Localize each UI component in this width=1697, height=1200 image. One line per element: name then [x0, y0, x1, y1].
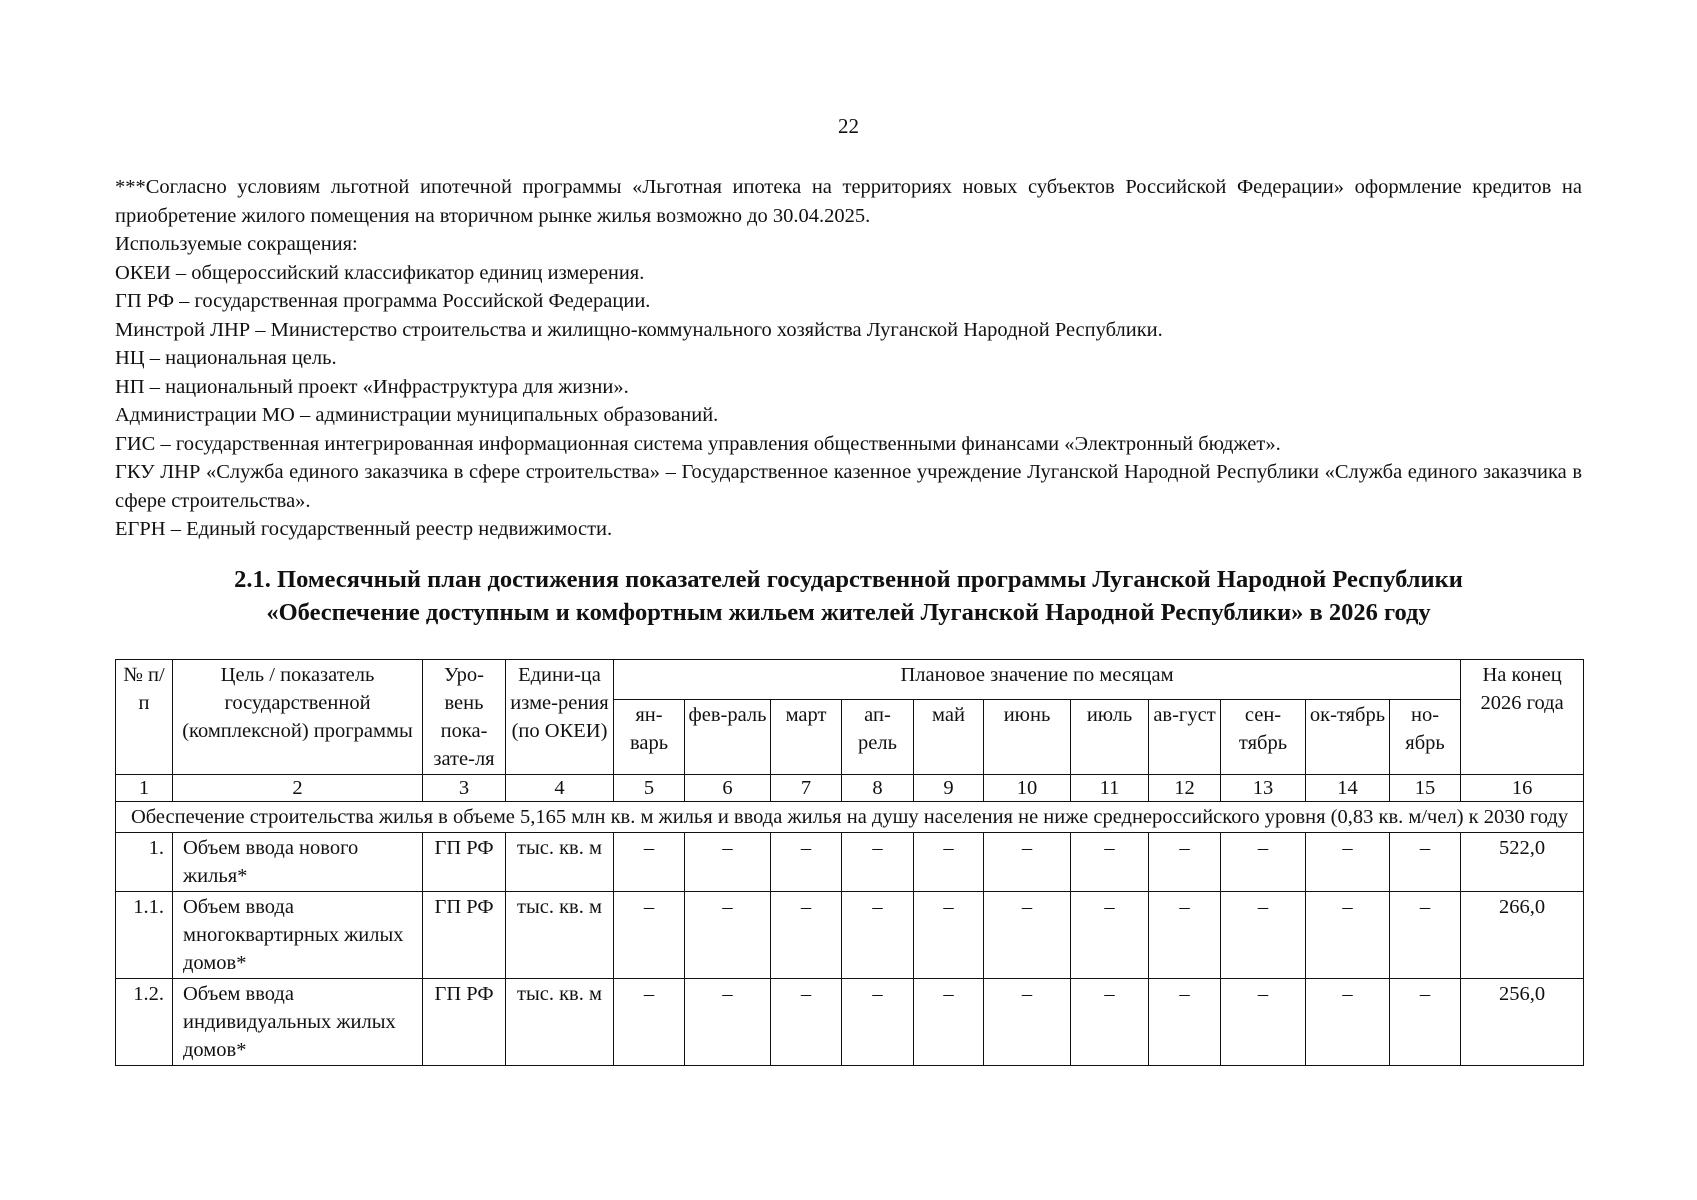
page-number: 22 [838, 114, 859, 138]
column-number: 3 [423, 775, 506, 802]
row-level: ГП РФ [423, 833, 506, 892]
abbreviation-mo: Администрации МО – администрации муниципальных образований. [115, 404, 719, 426]
header-month: март [771, 699, 842, 774]
row-month-value: – [1221, 833, 1306, 892]
row-month-value: – [1071, 892, 1149, 979]
row-num: 1.2. [116, 979, 173, 1066]
column-number: 12 [1149, 775, 1221, 802]
abbreviation-nc: НЦ – национальная цель. [115, 347, 337, 369]
header-unit: Едини-ца изме-рения (по ОКЕИ) [506, 660, 614, 775]
abbreviation-gis: ГИС – государственная интегрированная информационная система управления общественными финансами «Электронный бюджет». [115, 432, 1281, 455]
row-month-value: – [842, 892, 914, 979]
abbreviation-okei: ОКЕИ – общероссийский классификатор единиц измерения. [115, 261, 645, 284]
row-month-value: – [984, 833, 1071, 892]
abbreviation-minstroy: Минстрой ЛНР – Министерство строительства и жилищно-коммунального хозяйства Луганской Народной Республики. [115, 318, 1163, 341]
header-month: ап-рель [842, 699, 914, 774]
row-month-value: – [1149, 833, 1221, 892]
column-number: 11 [1071, 775, 1149, 802]
table-row [116, 979, 1584, 1066]
section-title [115, 563, 1582, 629]
header-month: июнь [984, 699, 1071, 774]
row-month-value: – [984, 892, 1071, 979]
row-level: ГП РФ [423, 892, 506, 979]
header-month: ок-тябрь [1306, 699, 1390, 774]
row-month-value: – [914, 833, 984, 892]
column-number: 13 [1221, 775, 1306, 802]
section-title-line-2: «Обеспечение доступным и комфортным жильем жителей Луганской Народной Республики» в 2026 году [266, 599, 1431, 626]
column-number: 14 [1306, 775, 1390, 802]
abbreviations-heading: Используемые сокращения: [115, 233, 358, 255]
table-row [116, 892, 1584, 979]
column-number: 2 [173, 775, 423, 802]
row-month-value: – [614, 892, 685, 979]
row-month-value: – [1390, 979, 1461, 1066]
goal-text: Обеспечение строительства жилья в объеме 5,165 млн кв. м жилья и ввода жилья на душу населения не ниже среднероссийского уровня (0,83 кв. м/чел) к 2030 году [116, 802, 1584, 833]
row-year-end: 266,0 [1461, 892, 1584, 979]
column-number: 15 [1390, 775, 1461, 802]
row-month-value: – [1221, 979, 1306, 1066]
table-row [116, 833, 1584, 892]
row-month-value: – [1306, 833, 1390, 892]
header-month: ав-густ [1149, 699, 1221, 774]
goal-row [116, 802, 1584, 833]
header-month: сен-тябрь [1221, 699, 1306, 774]
row-unit: тыс. кв. м [506, 833, 614, 892]
footnote-mortgage: ***Согласно условиям льготной ипотечной программы «Льготная ипотека на территориях новых субъектов Российской Федерации» оформление кредитов на приобретение жилого помещения на вторичном рынке жилья возможно до 30.04.2025. [115, 176, 1582, 227]
table-header-row [116, 660, 1584, 700]
header-months-group: Плановое значение по месяцам [614, 660, 1461, 700]
abbreviation-gp-rf: ГП РФ – государственная программа Российской Федерации. [115, 290, 651, 312]
row-unit: тыс. кв. м [506, 979, 614, 1066]
header-year-end: На конец 2026 года [1461, 660, 1584, 775]
row-year-end: 256,0 [1461, 979, 1584, 1066]
header-num: № п/п [116, 660, 173, 775]
header-goal: Цель / показатель государственной (комплексной) программы [173, 660, 423, 775]
header-month: июль [1071, 699, 1149, 774]
row-month-value: – [1149, 892, 1221, 979]
row-month-value: – [842, 979, 914, 1066]
row-month-value: – [614, 833, 685, 892]
row-name: Объем ввода нового жилья* [173, 833, 423, 892]
row-month-value: – [1390, 892, 1461, 979]
row-month-value: – [771, 979, 842, 1066]
row-month-value: – [1071, 979, 1149, 1066]
row-month-value: – [914, 979, 984, 1066]
footnotes-block [115, 173, 1582, 544]
row-month-value: – [685, 833, 771, 892]
column-number: 7 [771, 775, 842, 802]
row-month-value: – [1221, 892, 1306, 979]
row-unit: тыс. кв. м [506, 892, 614, 979]
header-month: фев-раль [685, 699, 771, 774]
row-month-value: – [685, 892, 771, 979]
row-name: Объем ввода индивидуальных жилых домов* [173, 979, 423, 1066]
row-month-value: – [1071, 833, 1149, 892]
header-month: ян-варь [614, 699, 685, 774]
row-year-end: 522,0 [1461, 833, 1584, 892]
row-num: 1. [116, 833, 173, 892]
row-month-value: – [1306, 892, 1390, 979]
row-level: ГП РФ [423, 979, 506, 1066]
header-month: но-ябрь [1390, 699, 1461, 774]
row-month-value: – [1149, 979, 1221, 1066]
column-number: 16 [1461, 775, 1584, 802]
abbreviation-gku: ГКУ ЛНР «Служба единого заказчика в сфере строительства» – Государственное казенное учреждение Луганской Народной Республики «Служба единого заказчика в сфере строительства». [115, 461, 1582, 512]
row-month-value: – [984, 979, 1071, 1066]
row-month-value: – [1390, 833, 1461, 892]
row-month-value: – [771, 892, 842, 979]
column-number: 10 [984, 775, 1071, 802]
header-level: Уро-вень пока-зате-ля [423, 660, 506, 775]
abbreviation-egrn: ЕГРН – Единый государственный реестр недвижимости. [115, 518, 613, 540]
row-month-value: – [614, 979, 685, 1066]
column-number: 6 [685, 775, 771, 802]
row-month-value: – [1306, 979, 1390, 1066]
row-month-value: – [685, 979, 771, 1066]
column-number: 9 [914, 775, 984, 802]
row-num: 1.1. [116, 892, 173, 979]
header-month: май [914, 699, 984, 774]
column-number: 8 [842, 775, 914, 802]
column-number: 1 [116, 775, 173, 802]
section-title-line-1: 2.1. Помесячный план достижения показателей государственной программы Луганской Народной Республики [234, 566, 1463, 593]
row-name: Объем ввода многоквартирных жилых домов* [173, 892, 423, 979]
column-number: 4 [506, 775, 614, 802]
column-number: 5 [614, 775, 685, 802]
row-month-value: – [771, 833, 842, 892]
column-number-row [116, 775, 1584, 802]
row-month-value: – [914, 892, 984, 979]
abbreviation-np: НП – национальный проект «Инфраструктура для жизни». [115, 375, 629, 398]
monthly-plan-table [115, 659, 1584, 1066]
row-month-value: – [842, 833, 914, 892]
